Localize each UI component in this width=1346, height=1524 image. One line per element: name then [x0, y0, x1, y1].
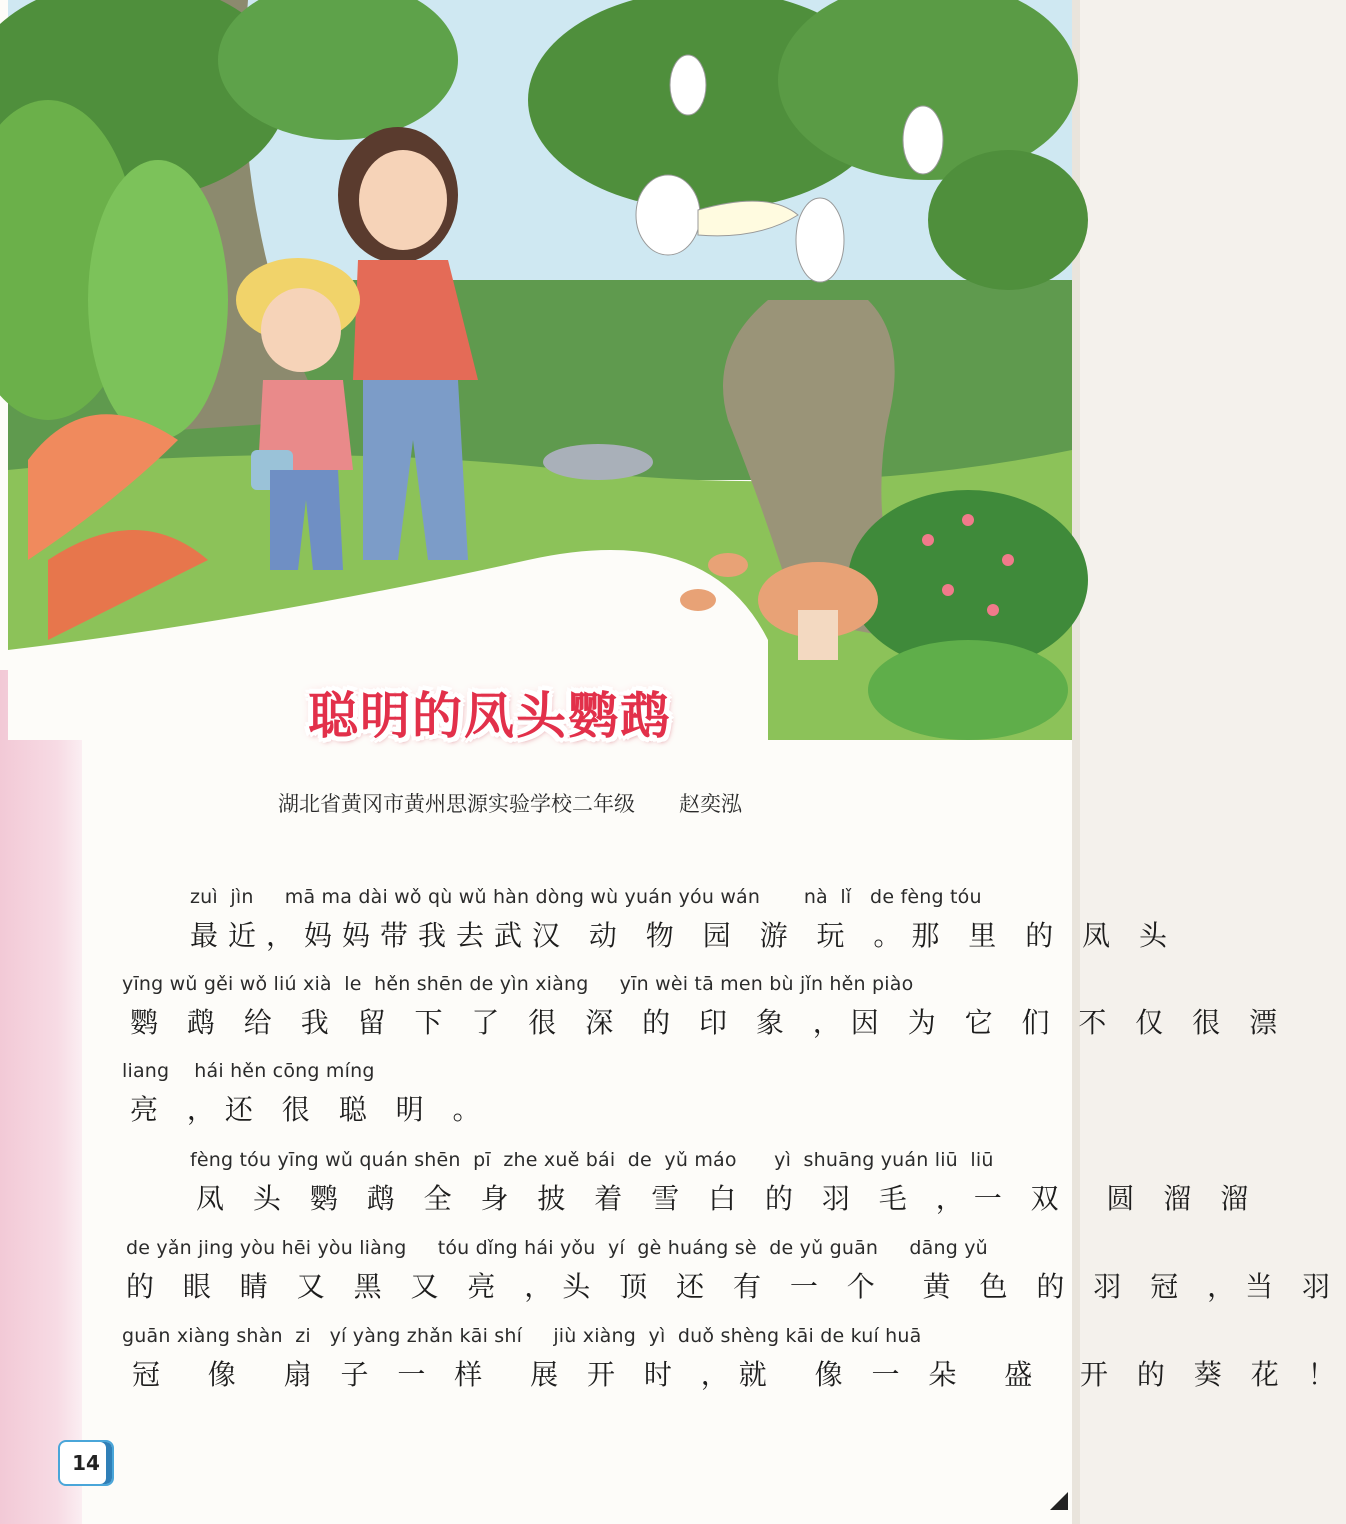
corner-mark — [1050, 1492, 1068, 1510]
cover-illustration — [8, 0, 1072, 740]
right-tree-canopy-3 — [928, 150, 1088, 290]
pink-margin-strip — [0, 670, 82, 1524]
author-school: 湖北省黄冈市黄州思源实验学校二年级 — [278, 792, 635, 816]
author-name: 赵奕泓 — [679, 792, 742, 816]
hanzi-line-6: 冠 像 扇 子 一 样 展 开 时 ，就 像 一 朵 盛 开 的 葵 花 ！ — [132, 1358, 1346, 1391]
pinyin-line-1: zuì jìn mā ma dài wǒ qù wǔ hàn dòng wù yuán yóu wán nà lǐ de fèng tóu — [190, 886, 982, 908]
cockatoo-1 — [670, 55, 706, 115]
mushroom-small-2 — [680, 589, 716, 611]
hanzi-line-5: 的 眼 睛 又 黑 又 亮 ，头 顶 还 有 一 个 黄 色 的 羽 冠 ，当 羽 — [126, 1270, 1341, 1303]
mother-face — [359, 150, 447, 250]
hanzi-line-1: 最近，妈妈带我去武汉 动 物 园 游 玩 。那 里 的 凤 头 — [190, 919, 1178, 952]
hanzi-line-3: 亮 ，还 很 聪 明 。 — [130, 1093, 491, 1126]
pinyin-line-2: yīng wǔ gěi wǒ liú xià le hěn shēn de yìn xiàng yīn wèi tā men bù jǐn hěn piào — [122, 973, 914, 995]
cockatoo-3 — [636, 175, 700, 255]
hanzi-line-2: 鹦 鹉 给 我 留 下 了 很 深 的 印 象 ，因 为 它 们 不 仅 很 漂 — [130, 1006, 1288, 1039]
cockatoo-4 — [796, 198, 844, 282]
pinyin-line-4: fèng tóu yīng wǔ quán shēn pī zhe xuě bái de yǔ máo yì shuāng yuán liū liū — [190, 1149, 994, 1171]
pinyin-line-5: de yǎn jing yòu hēi yòu liàng tóu dǐng hái yǒu yí gè huáng sè de yǔ guān dāng yǔ — [126, 1237, 988, 1259]
forest-scene-illustration — [8, 0, 1072, 740]
page-number: 14 — [58, 1440, 114, 1486]
story-title: 聪明的凤头鹦鹉 — [308, 687, 672, 745]
title-container — [0, 670, 1080, 750]
mushroom-small — [708, 553, 748, 577]
author-line — [278, 788, 838, 822]
hanzi-line-4: 凤 头 鹦 鹉 全 身 披 着 雪 白 的 羽 毛 ，一 双 圆 溜 溜 — [196, 1182, 1259, 1215]
cockatoo-2 — [903, 106, 943, 174]
pinyin-line-6: guān xiàng shàn zi yí yàng zhǎn kāi shí jiù xiàng yì duǒ shèng kāi de kuí huā — [122, 1325, 922, 1347]
girl-face — [261, 288, 341, 372]
pinyin-line-3: liang hái hěn cōng míng — [122, 1060, 375, 1082]
rocks — [543, 444, 653, 480]
banana-leaf-2 — [88, 160, 228, 440]
